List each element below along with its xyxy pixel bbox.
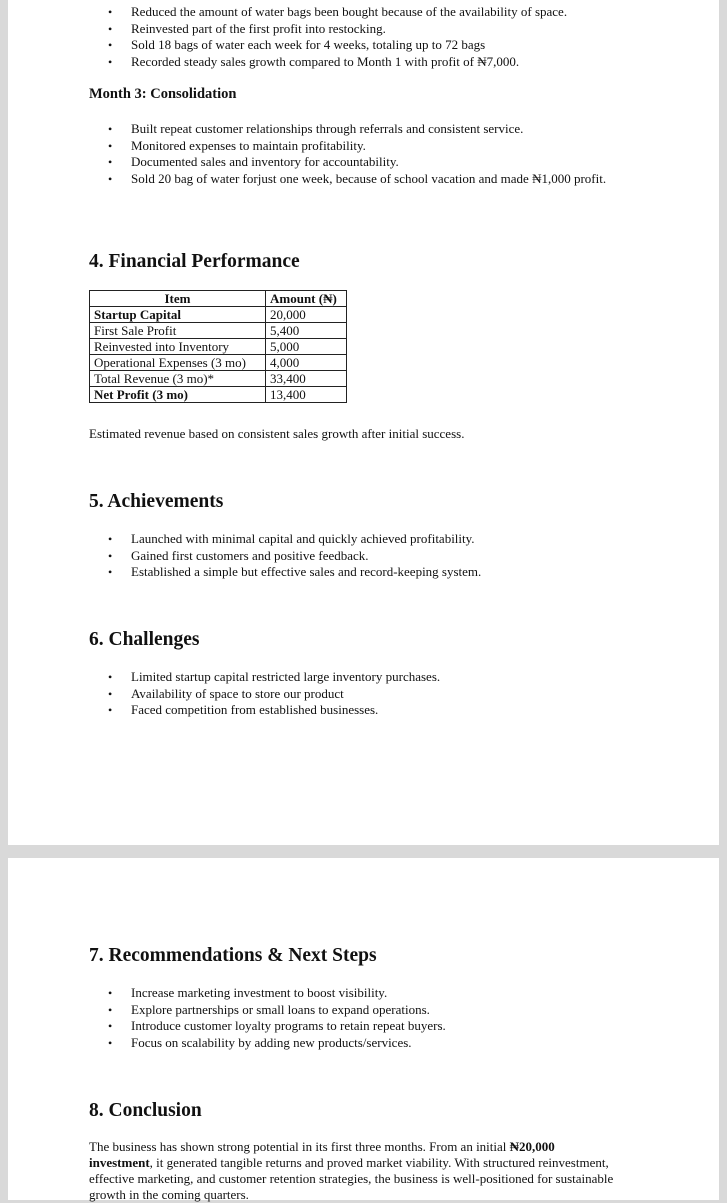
list-item: • Introduce customer loyalty programs to retain repeat buyers.	[8, 1018, 621, 1035]
financial-table	[89, 290, 347, 403]
financial-heading: 4. Financial Performance	[89, 251, 300, 272]
row-item: Net Profit (3 mo)	[90, 387, 266, 403]
document-page-2	[8, 858, 719, 1200]
achievements-bullet-list	[8, 531, 621, 581]
col-header-item: Item	[90, 291, 266, 307]
row-item: Startup Capital	[90, 307, 266, 323]
list-item: • Gained first customers and positive feedback.	[8, 548, 621, 565]
list-item: • Reinvested part of the first profit into restocking.	[8, 21, 621, 38]
conclusion-paragraph	[89, 1139, 619, 1203]
document-page-1	[8, 0, 719, 845]
conclusion-text-end: , it generated tangible returns and proved market viability. With structured reinvestment, effective marketing, and customer retention strategies, the business is well-positioned for sustainable growth in the coming quarters.	[89, 1155, 614, 1202]
month3-bullet-list	[8, 121, 621, 187]
list-item: • Sold 20 bag of water forjust one week, because of school vacation and made ₦1,000 profit.	[8, 171, 621, 188]
row-item: Total Revenue (3 mo)*	[90, 371, 266, 387]
table-row	[90, 323, 347, 339]
row-item: First Sale Profit	[90, 323, 266, 339]
list-item: • Sold 18 bags of water each week for 4 weeks, totaling up to 72 bags	[8, 37, 621, 54]
list-item: • Increase marketing investment to boost visibility.	[8, 985, 621, 1002]
list-item: • Reduced the amount of water bags been bought because of the availability of space.	[8, 4, 621, 21]
list-item: • Launched with minimal capital and quickly achieved profitability.	[8, 531, 621, 548]
list-item: • Built repeat customer relationships through referrals and consistent service.	[8, 121, 621, 138]
row-item: Operational Expenses (3 mo)	[90, 355, 266, 371]
row-amount: 20,000	[266, 307, 347, 323]
conclusion-investment-bold: ₦20,000 investment	[89, 1139, 555, 1170]
challenges-bullet-list	[8, 669, 621, 719]
row-amount: 5,000	[266, 339, 347, 355]
table-row	[90, 339, 347, 355]
month2-bullet-list	[8, 4, 621, 70]
achievements-heading: 5. Achievements	[89, 491, 224, 512]
table-row	[90, 387, 347, 403]
row-item: Reinvested into Inventory	[90, 339, 266, 355]
list-item: • Explore partnerships or small loans to expand operations.	[8, 1002, 621, 1019]
month3-heading: Month 3: Consolidation	[89, 86, 237, 102]
row-amount: 13,400	[266, 387, 347, 403]
list-item: • Availability of space to store our product	[8, 686, 621, 703]
row-amount: 5,400	[266, 323, 347, 339]
list-item: • Limited startup capital restricted large inventory purchases.	[8, 669, 621, 686]
table-row	[90, 371, 347, 387]
table-row	[90, 355, 347, 371]
list-item: • Recorded steady sales growth compared to Month 1 with profit of ₦7,000.	[8, 54, 621, 71]
challenges-heading: 6. Challenges	[89, 629, 200, 650]
table-row	[90, 307, 347, 323]
col-header-amount: Amount (₦)	[266, 291, 347, 307]
list-item: • Faced competition from established businesses.	[8, 702, 621, 719]
list-item: • Focus on scalability by adding new products/services.	[8, 1035, 621, 1052]
row-amount: 33,400	[266, 371, 347, 387]
recommendations-heading: 7. Recommendations & Next Steps	[89, 945, 377, 966]
list-item: • Established a simple but effective sales and record-keeping system.	[8, 564, 621, 581]
financial-note: Estimated revenue based on consistent sales growth after initial success.	[89, 426, 465, 441]
conclusion-heading: 8. Conclusion	[89, 1100, 202, 1121]
table-header-row	[90, 291, 347, 307]
recommendations-bullet-list	[8, 985, 621, 1051]
list-item: • Monitored expenses to maintain profitability.	[8, 138, 621, 155]
conclusion-text-start: The business has shown strong potential in its first three months. From an initial	[89, 1139, 510, 1154]
list-item: • Documented sales and inventory for accountability.	[8, 154, 621, 171]
row-amount: 4,000	[266, 355, 347, 371]
